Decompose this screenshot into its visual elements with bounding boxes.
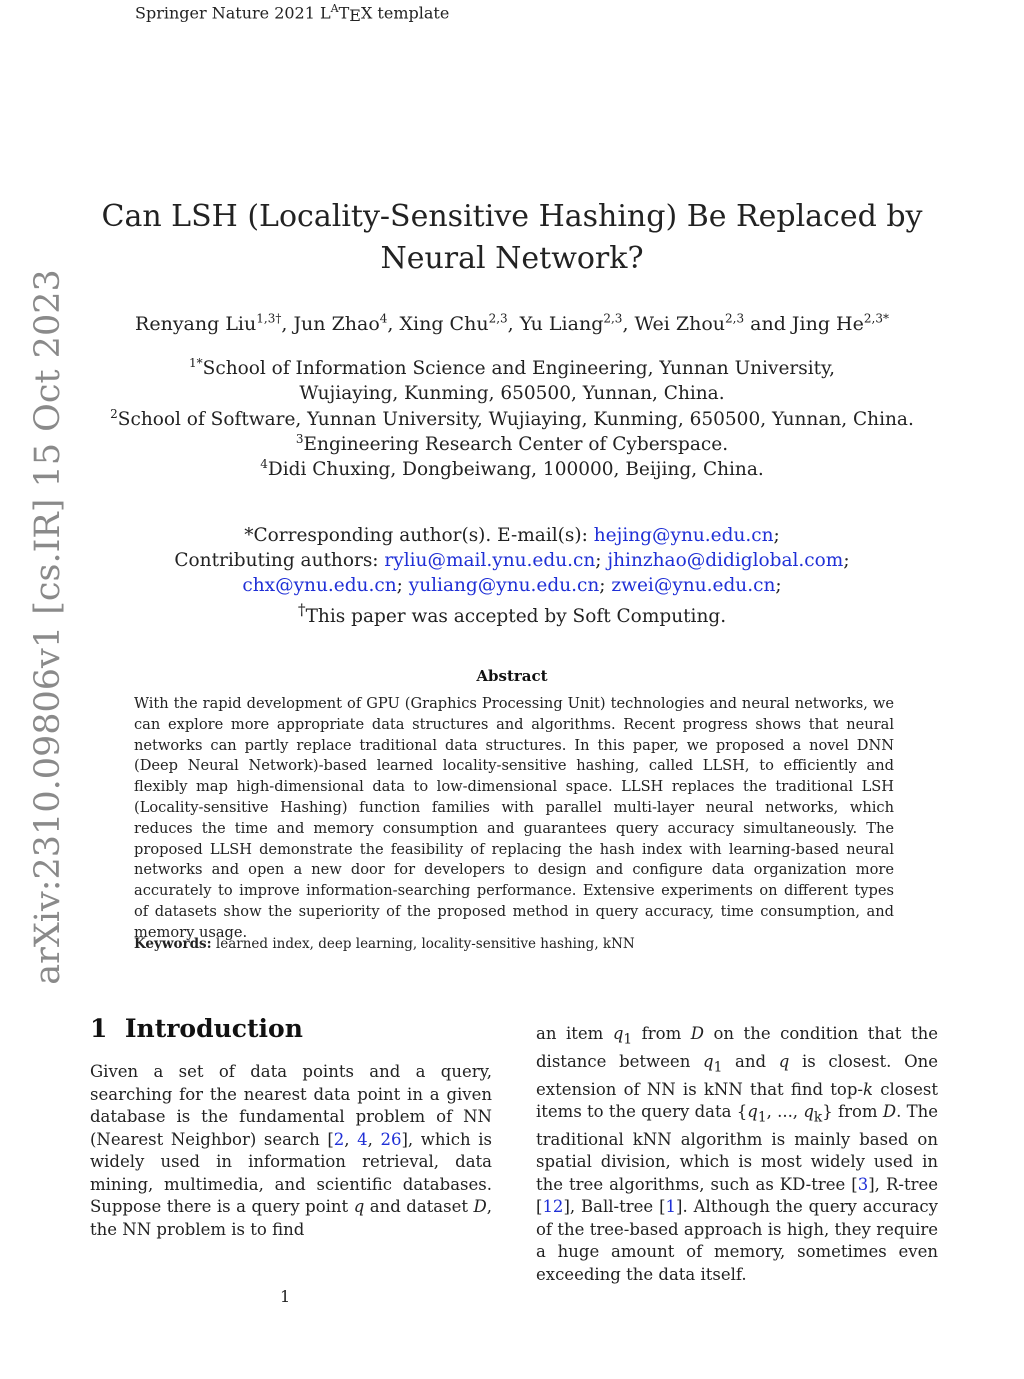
citation-link[interactable]: 2 [333, 1129, 345, 1149]
corresponding-author: *Corresponding author(s). E-mail(s): hejing@ynu.edu.cn; [244, 525, 780, 546]
email-link[interactable]: ryliu@mail.ynu.edu.cn [384, 550, 596, 571]
affiliation: $^3$Engineering Research Center of Cyberspace. [295, 432, 729, 456]
affiliation: $^4$Didi Chuxing, Dongbeiwang, 100000, Beijing, China. [260, 457, 764, 481]
author: Jun Zhao$^4$, [293, 312, 400, 336]
intro-right-column: an item $q_1$ from D on the condition that the distance between $q_1$ and q is closest. One extension of NN is kNN that find top-k closest items to the query data {$q_1$, ..., $q_k$} from D. The traditional kNN algorithm is mainly based on spatial division, which is most widely used in the tree algorithms, such as KD-tree [3], R-tree [12], Ball-tree [1]. Although the query accuracy of the tree-based approach is high, they require a huge amount of memory, sometimes even exceeding the data itself. [536, 1024, 939, 1284]
abstract-heading: Abstract [476, 667, 548, 685]
author: Renyang Liu$^{1,3\dagger}$, [135, 312, 294, 336]
email-link[interactable]: jhinzhao@didiglobal.com [607, 550, 844, 571]
email-link[interactable]: yuliang@ynu.edu.cn [408, 575, 600, 596]
citation-link[interactable]: 26 [380, 1129, 402, 1149]
paper-title: Can LSH (Locality-Sensitive Hashing) Be Replaced by Neural Network? [101, 199, 923, 276]
author: Xing Chu$^{2,3}$, [399, 312, 520, 336]
keywords: Keywords: learned index, deep learning, locality-sensitive hashing, kNN [134, 936, 635, 952]
citation-link[interactable]: 12 [542, 1197, 564, 1217]
abstract-body: With the rapid development of GPU (Graphics Processing Unit) technologies and neural networks, we can explore more appropriate data structures and algorithms. Recent progress shows that neural networks can partly replace traditional data structures. In this paper, we proposed a novel DNN (Deep Neural Network)-based learned locality-sensitive hashing, called LLSH, to efficiently and flexibly map high-dimensional data to low-dimensional space. LLSH replaces the traditional LSH (Locality-sensitive Hashing) function families with parallel multi-layer neural networks, which reduces the time and memory consumption and guarantees query accuracy simultaneously. The proposed LLSH demonstrate the feasibility of replacing the hash index with learning-based neural networks and open a new door for developers to design and configure data organization more accurately to improve information-searching performance. Extensive experiments on different types of datasets show the superiority of the proposed method in query accuracy, time consumption, and memory usage. [134, 695, 894, 941]
citation-link[interactable]: 3 [857, 1174, 869, 1194]
intro-left-column: Given a set of data points and a query, searching for the nearest data point in a given database is the fundamental problem of NN (Nearest Neighbor) search [2, 4, 26], which is widely used in information retrieval, data mining, multimedia, and scientific databases. Suppose there is a query point q and dataset D, the NN problem is to find [90, 1062, 492, 1239]
contributing-authors: Contributing authors: ryliu@mail.ynu.edu.cn; jhinzhao@didiglobal.com; chx@ynu.edu.cn; yuliang@ynu.edu.cn; zwei@ynu.edu.cn; [174, 550, 850, 596]
citation-link[interactable]: 4 [357, 1129, 368, 1149]
email-link[interactable]: chx@ynu.edu.cn [242, 575, 397, 596]
running-header: Springer Nature 2021 $L^ATEX$ template [135, 2, 450, 26]
author: Yu Liang$^{2,3}$, [519, 312, 635, 336]
arxiv-stamp: arXiv:2310.09806v1 [cs.IR] 15 Oct 2023 [28, 269, 68, 985]
author: Jing $He^{2,3*}$ [791, 312, 889, 336]
author: Wei Zhou$^{2,3}$ and [634, 312, 792, 336]
email-link[interactable]: hejing@ynu.edu.cn [593, 525, 774, 546]
page-number: 1 [280, 1287, 291, 1306]
acceptance-note: †This paper was accepted by Soft Computing. [297, 601, 727, 628]
section-heading: 1 Introduction [90, 1014, 303, 1043]
affiliation: $^{1*}$School of Information Science and Engineering, Yunnan University, Wujiaying, Kunming, 650500, Yunnan, China. [189, 356, 835, 405]
author-list [40, 312, 984, 335]
citation-link[interactable]: 1 [665, 1197, 677, 1217]
affiliation: $^2$School of Software, Yunnan University, Wujiaying, Kunming, 650500, Yunnan, China. [110, 407, 914, 431]
email-link[interactable]: zwei@ynu.edu.cn [611, 575, 776, 596]
